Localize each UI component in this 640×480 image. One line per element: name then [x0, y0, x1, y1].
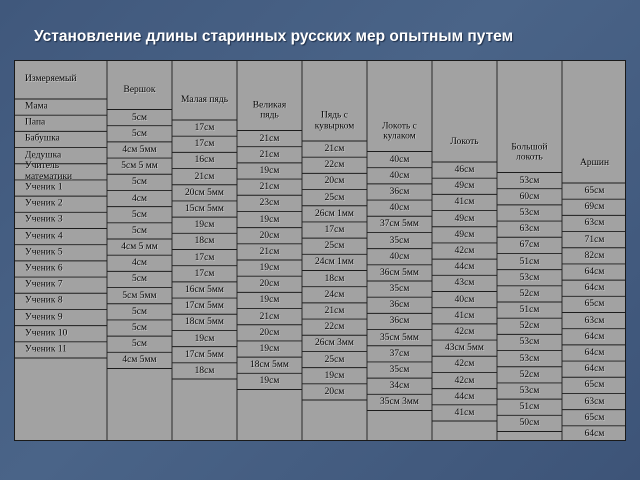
table-cell: 41см: [454, 407, 475, 418]
table-cell: 64см: [584, 331, 605, 342]
table-cell: 17см 5мм: [185, 301, 224, 312]
table-cell: 36см: [389, 316, 410, 327]
table-cell: 21см: [259, 311, 280, 322]
table-cell: 25см: [324, 241, 345, 252]
table-cell: 20см 5мм: [185, 187, 224, 198]
table-cell: 35см: [389, 365, 410, 376]
column-header: Аршин: [579, 157, 610, 168]
table-cell: 17см: [194, 252, 215, 263]
table-cell: 5см: [132, 339, 147, 350]
row-label: Ученик 8: [25, 295, 63, 306]
table-cell: 25см: [324, 354, 345, 365]
column-header: Локоть: [450, 136, 479, 147]
table-cell: 20см: [324, 386, 345, 397]
table-cell: 49см: [454, 181, 475, 192]
table-cell: 15см 5мм: [185, 204, 224, 215]
table-cell: 46см: [454, 165, 475, 176]
table-cell: 21см: [324, 144, 345, 155]
table-cell: 40см: [389, 251, 410, 262]
table-cell: 19см: [259, 295, 280, 306]
table-cell: 52см: [519, 321, 540, 332]
table-cell: 53см: [519, 175, 540, 186]
table-cell: 36см: [389, 186, 410, 197]
table-cell: 4см 5мм: [122, 144, 157, 155]
table-cell: 18см: [194, 236, 215, 247]
table-cell: 22см: [324, 322, 345, 333]
column-header: Великая пядь: [252, 100, 287, 121]
table-cell: 20см: [259, 230, 280, 241]
table-cell: 19см: [259, 344, 280, 355]
table-cell: 42см: [454, 359, 475, 370]
table-cell: 19см: [259, 263, 280, 274]
table-cell: 64см: [584, 364, 605, 375]
table-cell: 40см: [389, 154, 410, 165]
table-cell: 26см 1мм: [315, 208, 354, 219]
column-header-measured: Измеряемый: [25, 73, 77, 84]
table-cell: 21см: [259, 246, 280, 257]
table-cell: 36см: [389, 300, 410, 311]
table-cell: 42см: [454, 326, 475, 337]
table-cell: 64см: [584, 428, 605, 439]
row-label: Мама: [25, 101, 48, 112]
table-cell: 24см 1мм: [315, 257, 354, 268]
table-cell: 64см: [584, 267, 605, 278]
row-label: Бабушка: [25, 133, 60, 144]
table-cell: 64см: [584, 347, 605, 358]
table-cell: 40см: [389, 170, 410, 181]
table-cell: 5см: [132, 323, 147, 334]
table-cell: 21см: [259, 182, 280, 193]
table-cell: 65см: [584, 299, 605, 310]
table-cell: 19см: [259, 214, 280, 225]
table-cell: 63см: [519, 224, 540, 235]
table-cell: 64см: [584, 283, 605, 294]
table-cell: 5см: [132, 128, 147, 139]
table-cell: 16см: [194, 155, 215, 166]
table-cell: 4см: [132, 258, 147, 269]
column-header: Малая пядь: [180, 94, 229, 105]
table-cell: 18см: [324, 273, 345, 284]
table-cell: 50см: [519, 418, 540, 429]
row-label: Ученик 3: [25, 214, 63, 225]
table-cell: 65см: [584, 380, 605, 391]
table-cell: 25см: [324, 192, 345, 203]
table-cell: 37см: [389, 348, 410, 359]
row-label: Папа: [25, 117, 46, 128]
table-cell: 37см 5мм: [380, 219, 419, 230]
table-cell: 5см: [132, 306, 147, 317]
table-cell: 4см: [132, 193, 147, 204]
table-cell: 26см 3мм: [315, 338, 354, 349]
table-cell: 52см: [519, 288, 540, 299]
table-cell: 43см: [454, 278, 475, 289]
table-cell: 34см: [389, 381, 410, 392]
table-cell: 18см 5мм: [250, 360, 289, 371]
table-cell: 53см: [519, 207, 540, 218]
table-cell: 65см: [584, 412, 605, 423]
table-cell: 20см: [259, 327, 280, 338]
table-cell: 71см: [584, 234, 605, 245]
row-label: Ученик 11: [25, 344, 68, 355]
table-cell: 21см: [259, 149, 280, 160]
table-cell: 53см: [519, 386, 540, 397]
table-cell: 17см 5мм: [185, 349, 224, 360]
table-cell: 21см: [259, 133, 280, 144]
table-cell: 18см 5мм: [185, 317, 224, 328]
table-cell: 44см: [454, 262, 475, 273]
table-cell: 19см: [259, 165, 280, 176]
column-header: Большой локоть: [511, 142, 548, 163]
table-cell: 51см: [519, 305, 540, 316]
table-cell: 40см: [454, 294, 475, 305]
table-cell: 43см 5мм: [445, 343, 484, 354]
row-label: Ученик 4: [25, 231, 63, 242]
table-cell: 5см 5мм: [122, 290, 157, 301]
table-cell: 82см: [584, 250, 605, 261]
table-cell: 17см: [194, 123, 215, 134]
table-cell: 35см: [389, 235, 410, 246]
table-cell: 40см: [389, 203, 410, 214]
table-cell: 63см: [584, 315, 605, 326]
table-cell: 5см: [132, 177, 147, 188]
table-cell: 69см: [584, 202, 605, 213]
table-cell: 42см: [454, 375, 475, 386]
table-cell: 4см 5 мм: [121, 242, 158, 253]
table-cell: 17см: [324, 225, 345, 236]
table-cell: 17см: [194, 139, 215, 150]
table-cell: 51см: [519, 402, 540, 413]
table-cell: 35см: [389, 284, 410, 295]
table-cell: 16см 5мм: [185, 284, 224, 295]
row-label: Дедушка: [25, 150, 62, 161]
table-cell: 18см: [194, 365, 215, 376]
table-cell: 22см: [324, 160, 345, 171]
row-label: Ученик 5: [25, 247, 63, 258]
row-label: Учитель математики: [25, 160, 73, 182]
table-cell: 23см: [259, 198, 280, 209]
table-cell: 19см: [194, 220, 215, 231]
table-cell: 63см: [584, 396, 605, 407]
table-cell: 5см: [132, 112, 147, 123]
table-cell: 19см: [259, 376, 280, 387]
column-header: Вершок: [123, 84, 156, 95]
table-cell: 20см: [259, 279, 280, 290]
table-cell: 49см: [454, 213, 475, 224]
table-cell: 51см: [519, 256, 540, 267]
table-cell: 63см: [584, 218, 605, 229]
table-cell: 53см: [519, 337, 540, 348]
row-label: Ученик 9: [25, 312, 63, 323]
table-cell: 21см: [194, 171, 215, 182]
table-cell: 41см: [454, 310, 475, 321]
table-cell: 21см: [324, 305, 345, 316]
measurements-table: [14, 60, 626, 441]
row-label: Ученик 10: [25, 328, 68, 339]
table-cell: 53см: [519, 272, 540, 283]
table-cell: 44см: [454, 391, 475, 402]
table-cell: 17см: [194, 268, 215, 279]
row-label: Ученик 1: [25, 182, 63, 193]
row-label: Ученик 6: [25, 263, 63, 274]
table-cell: 36см 5мм: [380, 267, 419, 278]
table-cell: 24см: [324, 289, 345, 300]
column-header: Пядь с кувырком: [314, 110, 355, 131]
table-cell: 19см: [194, 333, 215, 344]
row-label: Ученик 7: [25, 279, 63, 290]
table-cell: 20см: [324, 176, 345, 187]
table-cell: 41см: [454, 197, 475, 208]
table-cell: 35см 3мм: [380, 397, 419, 408]
table-cell: 5см: [132, 274, 147, 285]
table-cell: 53см: [519, 353, 540, 364]
table-cell: 5см: [132, 209, 147, 220]
slide-title: Установление длины старинных русских мер опытным путем: [34, 28, 514, 45]
table-cell: 35см 5мм: [380, 332, 419, 343]
table-cell: 5см: [132, 225, 147, 236]
table-cell: 67см: [519, 240, 540, 251]
table-cell: 19см: [324, 370, 345, 381]
table-cell: 52см: [519, 369, 540, 380]
table-cell: 60см: [519, 191, 540, 202]
column-header: Локоть с кулаком: [382, 121, 417, 142]
table-cell: 65см: [584, 186, 605, 197]
table-cell: 4см 5мм: [122, 355, 157, 366]
table-cell: 49см: [454, 229, 475, 240]
table-cell: 42см: [454, 246, 475, 257]
row-label: Ученик 2: [25, 198, 63, 209]
table-cell: 5см 5 мм: [121, 161, 158, 172]
